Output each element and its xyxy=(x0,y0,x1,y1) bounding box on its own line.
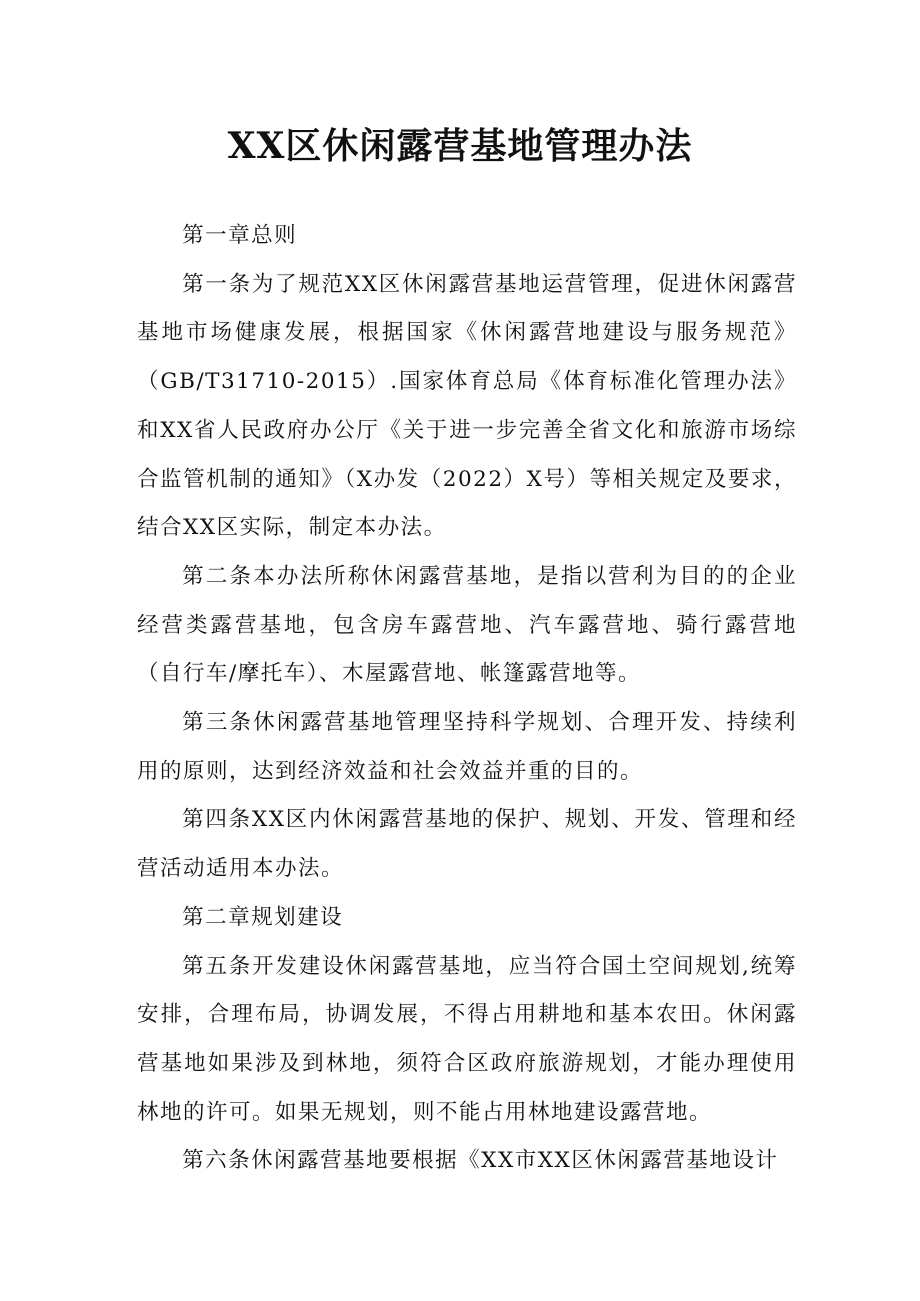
document-title: XX区休闲露营基地管理办法 xyxy=(227,125,693,167)
document-body xyxy=(137,212,797,1186)
chapter-heading-2: 第二章规划建设 xyxy=(182,904,344,930)
article-6: 第六条休闲露营基地要根据《XX市XX区休闲露营基地设计 xyxy=(182,1148,779,1174)
article-4: 第四条XX区内休闲露营基地的保护、规划、开发、管理和经营活动适用本办法。 xyxy=(137,807,797,882)
article-2: 第二条本办法所称休闲露营基地，是指以营利为目的的企业经营类露营基地，包含房车露营地、汽车露营地、骑行露营地（自行车/摩托车）、木屋露营地、帐篷露营地等。 xyxy=(137,563,797,687)
article-3: 第三条休闲露营基地管理坚持科学规划、合理开发、持续利用的原则，达到经济效益和社会效益并重的目的。 xyxy=(137,710,797,784)
chapter-heading-1: 第一章总则 xyxy=(182,223,298,248)
article-5: 第五条开发建设休闲露营基地，应当符合国土空间规划,统筹安排，合理布局，协调发展，不得占用耕地和基本农田。休闲露营基地如果涉及到林地，须符合区政府旅游规划，才能办理使用林地的许可。如果无规划，则不能占用林地建设露营地。 xyxy=(137,953,797,1125)
article-1: 第一条为了规范XX区休闲露营基地运营管理，促进休闲露营基地市场健康发展，根据国家《休闲露营地建设与服务规范》（GB/T31710-2015）.国家体育总局《体育标准化管理办法》和XX省人民政府办公厅《关于进一步完善全省文化和旅游市场综合监管机制的通知》（X办发（2022）X号）等相关规定及要求，结合XX区实际，制定本办法。 xyxy=(137,271,797,541)
